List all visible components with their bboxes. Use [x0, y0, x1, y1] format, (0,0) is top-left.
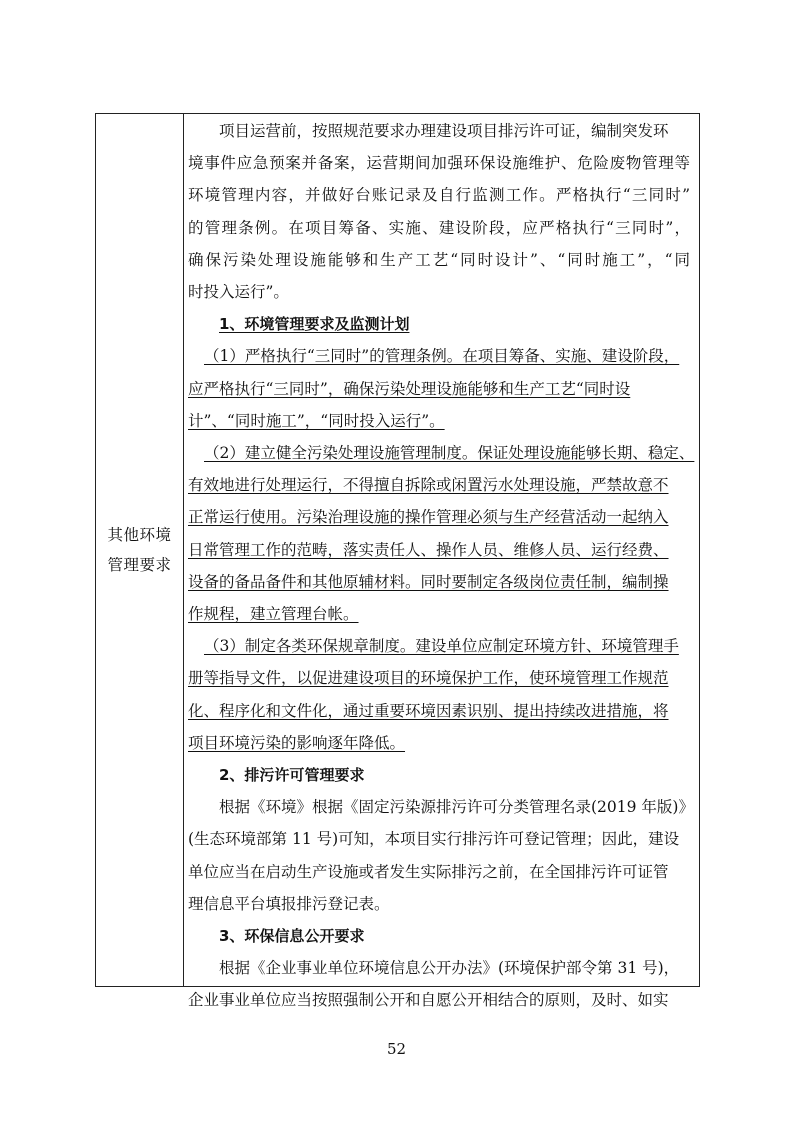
text-line: 根据《企业事业单位环境信息公开办法》(环境保护部令第 31 号)，: [219, 959, 680, 978]
section-3-paragraph: [188, 952, 690, 1016]
row-label-line: 其他环境: [107, 526, 172, 544]
text-line: 化、程序化和文件化，通过重要环境因素识别、提出持续改进措施，将: [188, 701, 669, 720]
text-line: 单位应当在启动生产设施或者发生实际排污之前，在全国排污许可证管: [188, 862, 669, 881]
page-number: 52: [386, 1040, 407, 1058]
text-line: 项目环境污染的影响逐年降低。: [188, 733, 406, 752]
item-paragraph: [188, 437, 695, 630]
text-line: 环境管理内容，并做好台账记录及自行监测工作。严格执行“三同时”: [188, 186, 690, 205]
section-heading: [188, 759, 690, 791]
text-line: 日常管理工作的范畴，落实责任人、操作人员、维修人员、运行经费、: [188, 540, 669, 559]
intro-paragraph: [188, 115, 690, 308]
row-label: [96, 520, 183, 580]
section-1-heading: 1、环境管理要求及监测计划: [219, 315, 410, 334]
requirements-table: [95, 113, 700, 1010]
row-label-line: 管理要求: [107, 556, 172, 574]
text-line: （3）制定各类环保规章制度。建设单位应制定环境方针、环境管理手: [204, 637, 679, 656]
section-heading: [188, 308, 690, 340]
text-line: 的管理条例。在项目筹备、实施、建设阶段，应严格执行“三同时”，: [188, 218, 690, 237]
text-line: 有效地进行处理运行，不得擅自拆除或闲置污水处理设施，严禁故意不: [188, 476, 669, 495]
section-3-heading: 3、环保信息公开要求: [219, 927, 365, 946]
text-line: 作规程，建立管理台帐。: [188, 605, 359, 624]
text-line: （2）建立健全污染处理设施管理制度。保证处理设施能够长期、稳定、: [204, 444, 695, 463]
text-line: 境事件应急预案并备案，运营期间加强环保设施维护、危险废物管理等: [188, 154, 690, 173]
text-line: 应严格执行“三同时”，确保污染处理设施能够和生产工艺“同时设: [188, 379, 631, 398]
section-2-paragraph: [188, 791, 694, 920]
text-line: 项目运营前，按照规范要求办理建设项目排污许可证，编制突发环: [219, 122, 669, 140]
text-line: 计”、“同时施工”，“同时投入运行”。: [188, 411, 445, 430]
section-heading: [188, 920, 690, 952]
text-line: （1）严格执行“三同时”的管理条例。在项目筹备、实施、建设阶段，: [204, 347, 680, 366]
text-line: 时投入运行”。: [188, 283, 289, 302]
column-divider: [183, 114, 184, 986]
row-content: [188, 114, 695, 1017]
text-line: 理信息平台填报排污登记表。: [188, 894, 390, 913]
text-line: 确保污染处理设施能够和生产工艺“同时设计”、“同时施工”，“同: [188, 250, 690, 269]
item-paragraph: [188, 340, 690, 437]
text-line: 设备的备品备件和其他原辅材料。同时要制定各级岗位责任制，编制操: [188, 572, 669, 591]
text-line: 正常运行使用。污染治理设施的操作管理必须与生产经营活动一起纳入: [188, 508, 669, 527]
text-line: 企业事业单位应当按照强制公开和自愿公开相结合的原则，及时、如实: [188, 991, 669, 1010]
text-line: (生态环境部第 11 号)可知，本项目实行排污许可登记管理；因此，建设: [188, 830, 680, 849]
item-paragraph: [188, 630, 690, 759]
text-line: 册等指导文件，以促进建设项目的环境保护工作，使环境管理工作规范: [188, 669, 669, 688]
text-line: 根据《环境》根据《固定污染源排污许可分类管理名录(2019 年版)》: [219, 798, 694, 817]
section-2-heading: 2、排污许可管理要求: [219, 766, 365, 785]
